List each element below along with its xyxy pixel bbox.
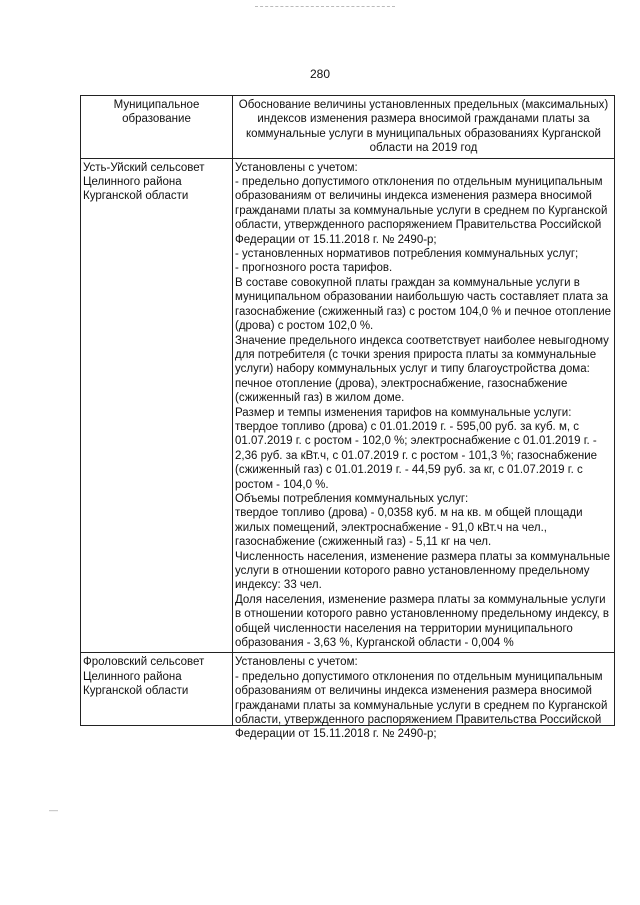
paragraph: - установленных нормативов потребления коммунальных услуг; xyxy=(235,248,579,261)
municipality-cell: Усть-Уйский сельсовет Целинного района Курганской области xyxy=(81,158,233,653)
paragraph: Численность населения, изменение размера платы за коммунальные услуги в отношении которого равно установленному предельному индексу: 33 чел. xyxy=(235,550,610,592)
page-number: 280 xyxy=(309,67,331,81)
paragraph: твердое топливо (дрова) - 0,0358 куб. м на кв. м общей площади жилых помещений, электроснабжение - 91,0 кВт.ч на чел., газоснабжение (сжиженный газ) - 5,11 кг на чел. xyxy=(235,507,583,549)
margin-mark: — xyxy=(49,805,58,815)
paragraph: твердое топливо (дрова) с 01.01.2019 г. - 595,00 руб. за куб. м, с 01.07.2019 г. с ростом - 102,0 %; электроснабжение с 01.01.2019 г. - 2,36 руб. за кВт.ч, с 01.07.2019 г. с ростом - 101,3 %; газоснабжение (сжиженный газ) с 01.01.2019 г. - 44,59 руб. за кг, с 01.07.2019 г. с ростом - 104,0 %. xyxy=(235,420,598,491)
paragraph: В составе совокупной платы граждан за коммунальные услуги в муниципальном образовании наибольшую часть составляет плата за газоснабжение (сжиженный газ) с ростом 104,0 % и печное отопление (дрова) с ростом 102,0 %. xyxy=(235,276,612,333)
paragraph: Значение предельного индекса соответствует наиболее невыгодному для потребителя (с точки зрения прироста платы за коммунальные услуги) набору коммунальных услуг и типу благоустройства дома: xyxy=(235,334,609,376)
paragraph: печное отопление (дрова), электроснабжение, газоснабжение (сжиженный газ) в жилом доме. xyxy=(235,377,568,405)
municipality-cell: Фроловский сельсовет Целинного района Курганской области xyxy=(81,653,233,726)
paragraph: Объемы потребления коммунальных услуг: xyxy=(235,492,469,505)
top-scan-rule xyxy=(255,6,395,7)
paragraph: Установлены с учетом: xyxy=(235,161,358,174)
header-justification: Обоснование величины установленных предельных (максимальных) индексов изменения размера вносимой гражданами платы за коммунальные услуги в муниципальных образованиях Курганской области на 2019 год xyxy=(233,96,615,159)
tariff-justification-table xyxy=(80,95,615,741)
justification-cell xyxy=(233,158,615,653)
paragraph: - предельно допустимого отклонения по отдельным муниципальным образованиям от величины индекса изменения размера вносимой гражданами платы за коммунальные услуги в среднем по Курганской области, утвержденного распоряжением Правительства Российской Федерации от 15.11.2018 г. № 2490-р; xyxy=(235,176,608,246)
paragraph: Доля населения, изменение размера платы за коммунальные услуги в отношении которого равно установленному предельному индексу, в общей численности населения на территории муниципального образования - 3,63 %, Курганской области - 0,004 % xyxy=(235,593,609,650)
header-municipality: Муниципальное образование xyxy=(81,96,233,159)
paragraph: Установлены с учетом: xyxy=(235,656,358,669)
justification-cell xyxy=(233,653,615,741)
table-row xyxy=(81,158,615,653)
paragraph: - прогнозного роста тарифов. xyxy=(235,262,393,275)
table-row xyxy=(81,653,615,726)
continued-content xyxy=(235,655,612,741)
table-header-row xyxy=(81,96,615,159)
paragraph: Размер и темпы изменения тарифов на коммунальные услуги: xyxy=(235,406,572,419)
paragraph: - предельно допустимого отклонения по отдельным муниципальным образованиям от величины индекса изменения размера вносимой гражданами платы за коммунальные услуги в среднем по Курганской области, утвержденного распоряжением Правительства Российской Федерации от 15.11.2018 г. № 2490-р; xyxy=(235,670,608,741)
